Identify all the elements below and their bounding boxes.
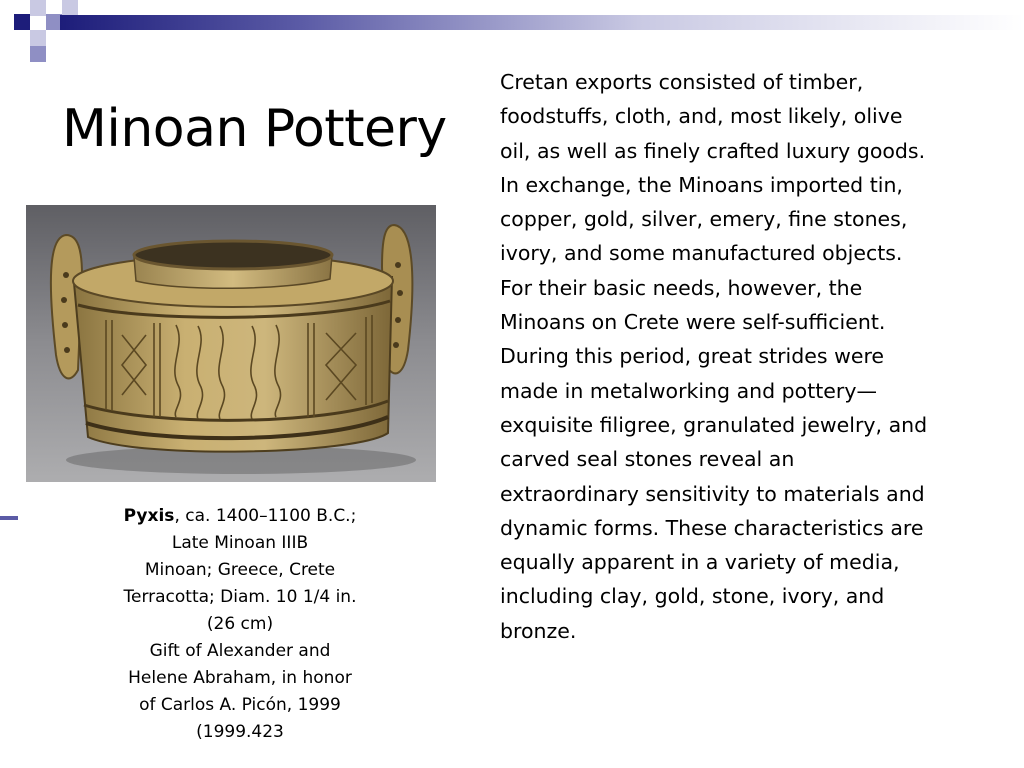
caption-line: Gift of Alexander and [149, 641, 331, 661]
slide-title: Minoan Pottery [62, 99, 447, 159]
caption-object-name: Pyxis [123, 506, 175, 526]
body-line: During this period, great strides were [500, 344, 885, 369]
pyxis-illustration [26, 205, 436, 482]
body-line: bronze. [500, 618, 577, 643]
caption-date: , ca. 1400–1100 B.C.; [174, 506, 357, 526]
header-square [14, 14, 30, 30]
caption-line: Late Minoan IIIB [171, 533, 309, 553]
header-square [30, 46, 46, 62]
body-line: exquisite filigree, granulated jewelry, and [500, 412, 928, 437]
body-line: In exchange, the Minoans imported tin, [500, 172, 903, 197]
caption-line: (26 cm) [206, 614, 274, 634]
header-square [30, 30, 46, 46]
caption-line: of Carlos A. Picón, 1999 [139, 695, 341, 715]
header-square [30, 0, 46, 16]
body-line: Minoans on Crete were self-sufficient. [500, 310, 886, 335]
body-line: foodstuffs, cloth, and, most likely, olive [500, 104, 903, 129]
body-line: Cretan exports consisted of timber, [500, 70, 864, 94]
body-line: copper, gold, silver, emery, fine stones, [500, 207, 908, 232]
body-line: oil, as well as finely crafted luxury goods. [500, 138, 926, 163]
body-line: extraordinary sensitivity to materials and [500, 481, 925, 506]
side-accent-tick [0, 516, 18, 520]
header-gradient-bar [60, 15, 1024, 30]
caption-line: Helene Abraham, in honor [128, 668, 352, 688]
body-line: For their basic needs, however, the [500, 275, 863, 300]
caption-line: Terracotta; Diam. 10 1/4 in. [123, 587, 357, 607]
header-square [62, 0, 78, 16]
body-line: including clay, gold, stone, ivory, and [500, 584, 885, 609]
body-line: made in metalworking and pottery— [500, 378, 877, 403]
pyxis-photo [26, 205, 436, 482]
caption-line: (1999.423 [196, 722, 284, 742]
body-line: carved seal stones reveal an [500, 447, 795, 472]
image-caption [96, 503, 384, 746]
caption-line: Minoan; Greece, Crete [144, 560, 336, 580]
body-line: equally apparent in a variety of media, [500, 550, 900, 575]
body-line: ivory, and some manufactured objects. [500, 241, 903, 266]
body-line: dynamic forms. These characteristics are [500, 515, 924, 540]
body-paragraph [500, 65, 1020, 648]
caption-first-line [96, 503, 384, 530]
